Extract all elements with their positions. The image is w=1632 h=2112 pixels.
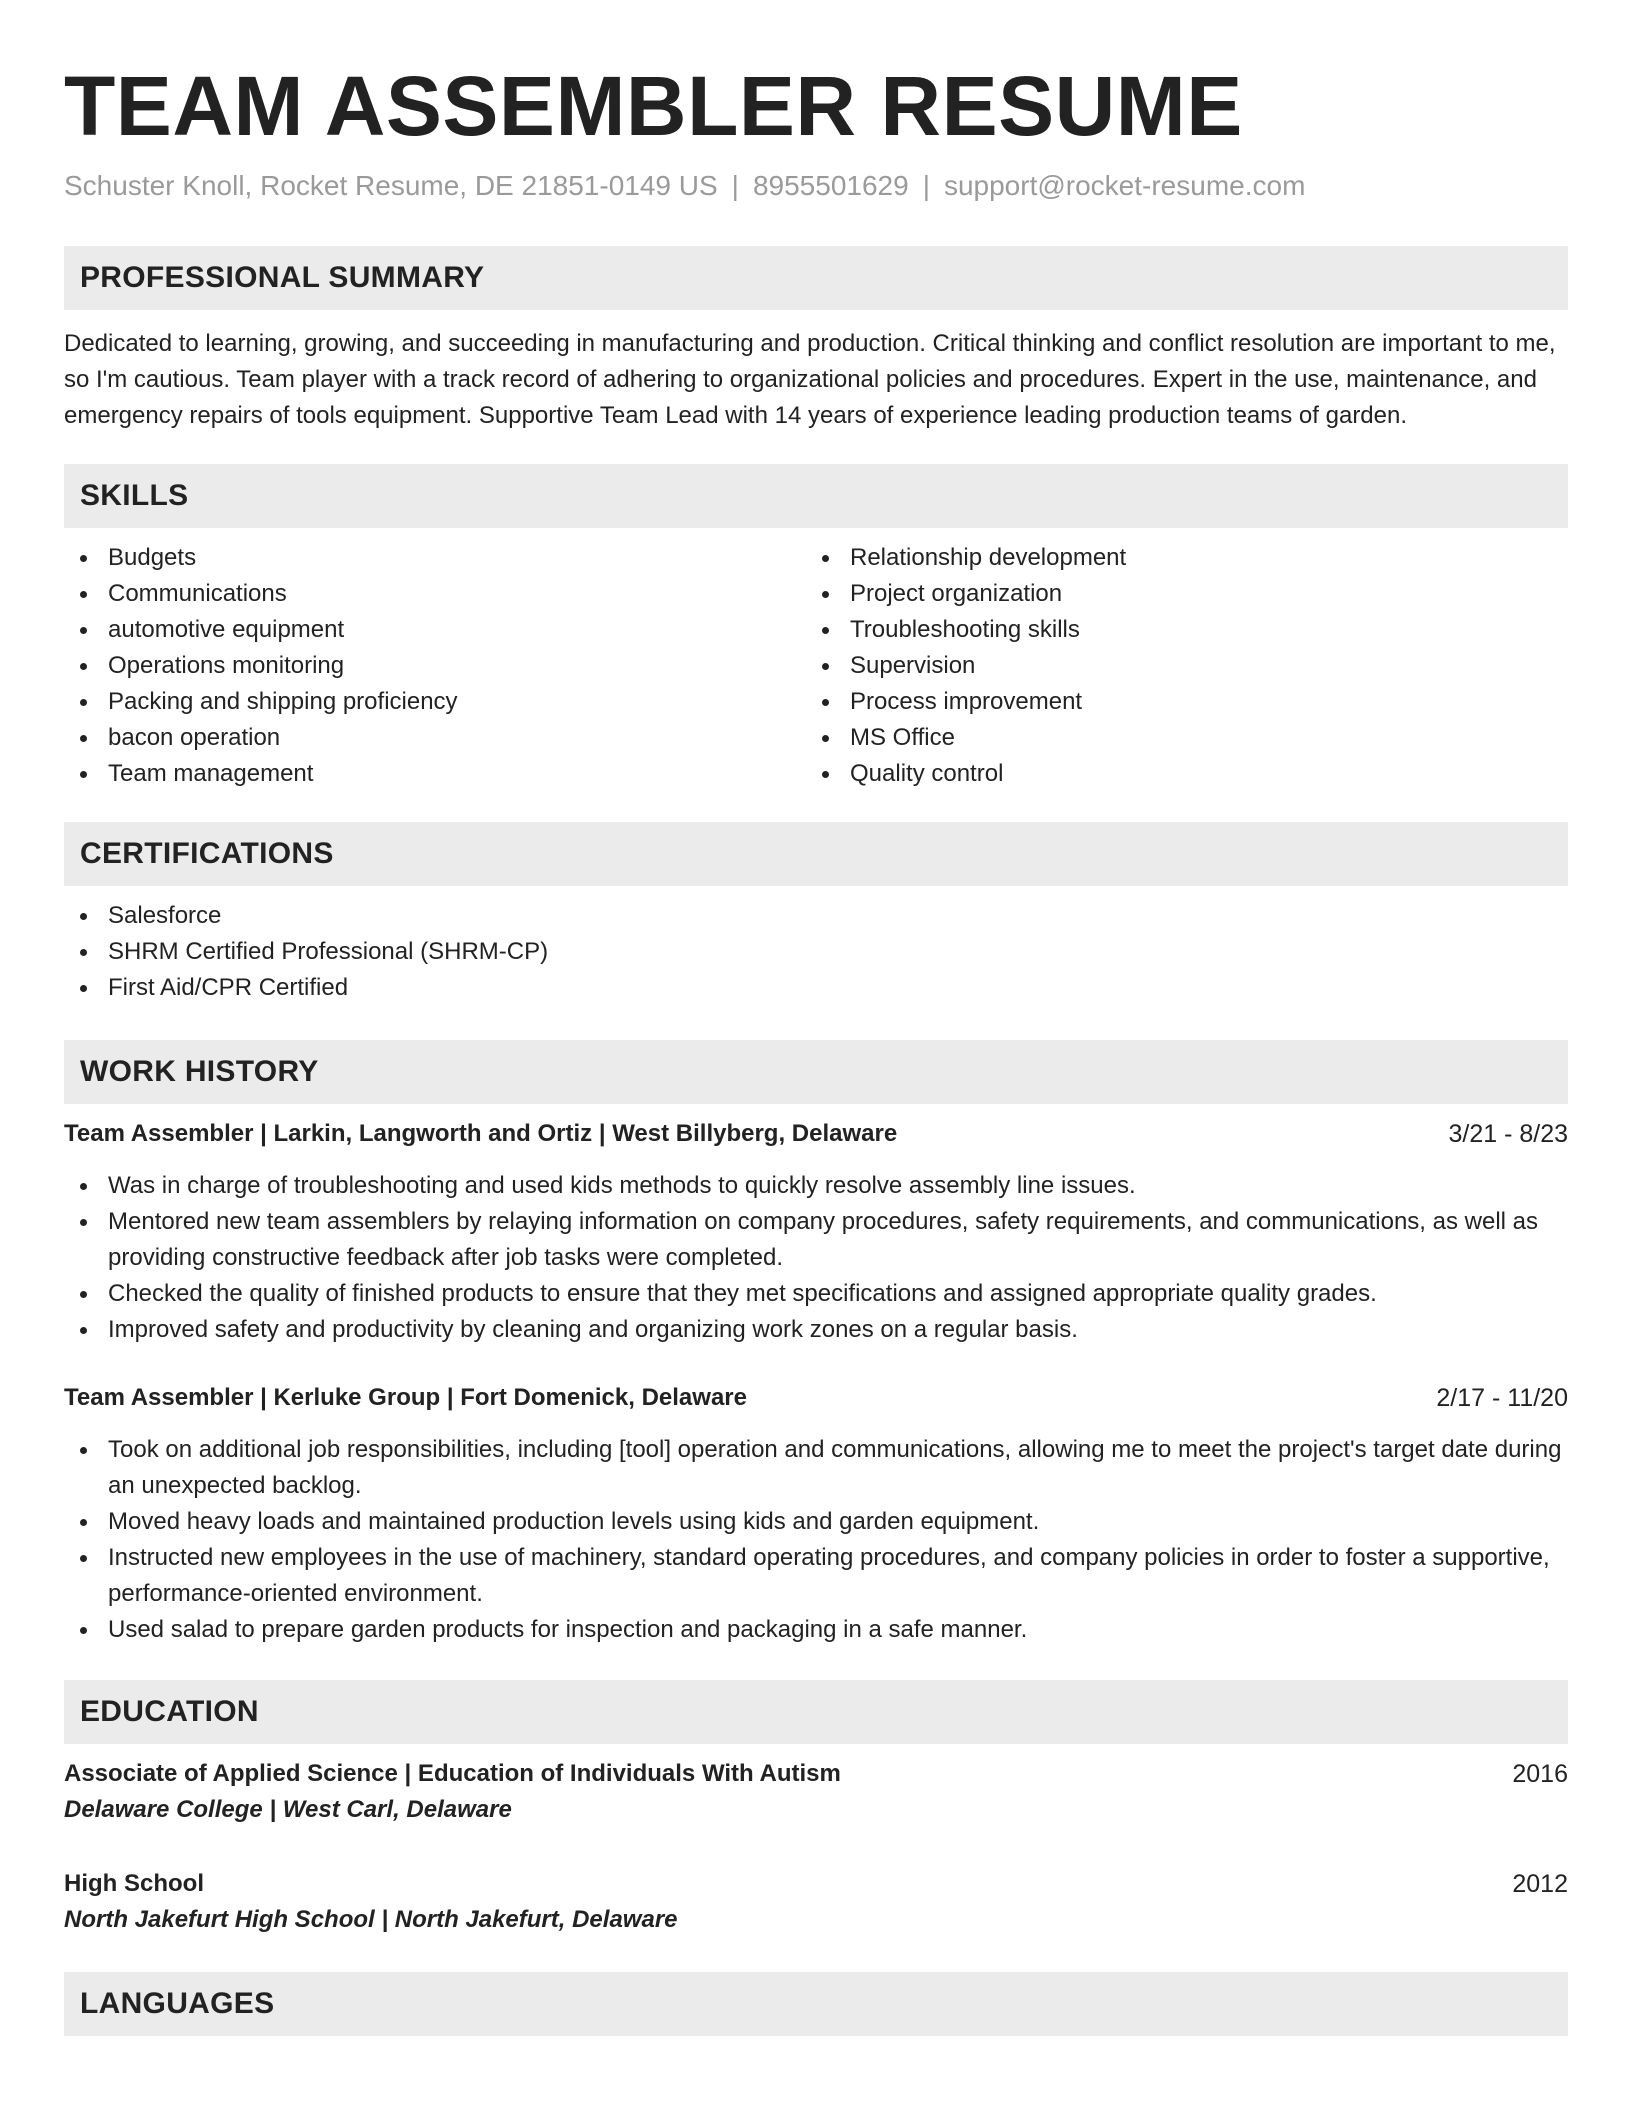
- skill-item: Relationship development: [806, 540, 1548, 576]
- certifications-list: [64, 898, 1568, 1006]
- education-degree: Associate of Applied Science | Education of Individuals With Autism: [64, 1760, 841, 1787]
- certification-item: First Aid/CPR Certified: [64, 970, 1568, 1006]
- resume-title: TEAM ASSEMBLER RESUME: [64, 59, 1243, 153]
- job-bullet: Improved safety and productivity by cleaning and organizing work zones on a regular basis.: [64, 1312, 1568, 1348]
- job-bullet: Checked the quality of finished products to ensure that they met specifications and assigned appropriate quality grades.: [64, 1276, 1568, 1312]
- education-degree: High School: [64, 1870, 204, 1897]
- skill-item: automotive equipment: [64, 612, 806, 648]
- contact-address: Schuster Knoll, Rocket Resume, DE 21851-0149 US: [64, 170, 718, 201]
- job-header: [64, 1116, 1568, 1152]
- skills-heading: SKILLS: [64, 464, 1568, 528]
- job-bullets: [64, 1168, 1568, 1348]
- education-year: 2012: [1512, 1870, 1568, 1898]
- skill-item: Troubleshooting skills: [806, 612, 1548, 648]
- resume-page: [64, 0, 1568, 2036]
- job-dates: 3/21 - 8/23: [1448, 1120, 1568, 1148]
- skill-item: Operations monitoring: [64, 648, 806, 684]
- work-history-heading: WORK HISTORY: [64, 1040, 1568, 1104]
- job-bullet: Moved heavy loads and maintained production levels using kids and garden equipment.: [64, 1504, 1568, 1540]
- certifications-heading: CERTIFICATIONS: [64, 822, 1568, 886]
- summary-text: Dedicated to learning, growing, and succeeding in manufacturing and production. Critical thinking and conflict resolution are important to me, so I'm cautious. Team player with a track record of adhering to organizational policies and procedures. Expert in the use, maintenance, and emergency repairs of tools equipment. Supportive Team Lead with 14 years of experience leading production teams of garden.: [64, 330, 1556, 429]
- skill-item: Supervision: [806, 648, 1548, 684]
- contact-separator: |: [731, 170, 739, 201]
- job-bullet: Instructed new employees in the use of machinery, standard operating procedures, and company policies in order to foster a supportive, performance-oriented environment.: [64, 1540, 1568, 1612]
- job-bullet: Took on additional job responsibilities, including [tool] operation and communications, allowing me to meet the project's target date during an unexpected backlog.: [64, 1432, 1568, 1504]
- certification-item: Salesforce: [64, 898, 1568, 934]
- job-entry: [64, 1380, 1568, 1648]
- skill-item: bacon operation: [64, 720, 806, 756]
- job-entry: [64, 1116, 1568, 1348]
- skill-item: Packing and shipping proficiency: [64, 684, 806, 720]
- job-bullet: Was in charge of troubleshooting and used kids methods to quickly resolve assembly line issues.: [64, 1168, 1568, 1204]
- contact-line: [64, 168, 1568, 204]
- skill-item: Budgets: [64, 540, 806, 576]
- contact-email: support@rocket-resume.com: [943, 170, 1306, 201]
- contact-separator: |: [922, 170, 930, 201]
- job-title: Team Assembler | Larkin, Langworth and Ortiz | West Billyberg, Delaware: [64, 1120, 898, 1147]
- job-header: [64, 1380, 1568, 1416]
- job-bullet: Used salad to prepare garden products for inspection and packaging in a safe manner.: [64, 1612, 1568, 1648]
- skills-column-right: [806, 540, 1548, 792]
- education-entry: [64, 1866, 1568, 1938]
- skill-item: MS Office: [806, 720, 1548, 756]
- certification-item: SHRM Certified Professional (SHRM-CP): [64, 934, 1568, 970]
- skills-list: [64, 540, 1568, 792]
- skill-item: Project organization: [806, 576, 1548, 612]
- education-year: 2016: [1512, 1760, 1568, 1788]
- education-heading: EDUCATION: [64, 1680, 1568, 1744]
- skill-item: Process improvement: [806, 684, 1548, 720]
- job-title: Team Assembler | Kerluke Group | Fort Domenick, Delaware: [64, 1384, 747, 1411]
- job-dates: 2/17 - 11/20: [1436, 1384, 1568, 1412]
- skill-item: Team management: [64, 756, 806, 792]
- contact-phone: 8955501629: [752, 170, 909, 201]
- skill-item: Communications: [64, 576, 806, 612]
- education-entry: [64, 1756, 1568, 1828]
- summary-heading: PROFESSIONAL SUMMARY: [64, 246, 1568, 310]
- skills-column-left: [64, 540, 806, 792]
- education-header: [64, 1866, 1568, 1902]
- education-school: Delaware College | West Carl, Delaware: [64, 1796, 512, 1823]
- job-bullet: Mentored new team assemblers by relaying information on company procedures, safety requirements, and communications, as well as providing constructive feedback after job tasks were completed.: [64, 1204, 1568, 1276]
- education-header: [64, 1756, 1568, 1792]
- skill-item: Quality control: [806, 756, 1548, 792]
- education-school: North Jakefurt High School | North Jakefurt, Delaware: [64, 1906, 678, 1933]
- languages-heading: LANGUAGES: [64, 1972, 1568, 2036]
- job-bullets: [64, 1432, 1568, 1648]
